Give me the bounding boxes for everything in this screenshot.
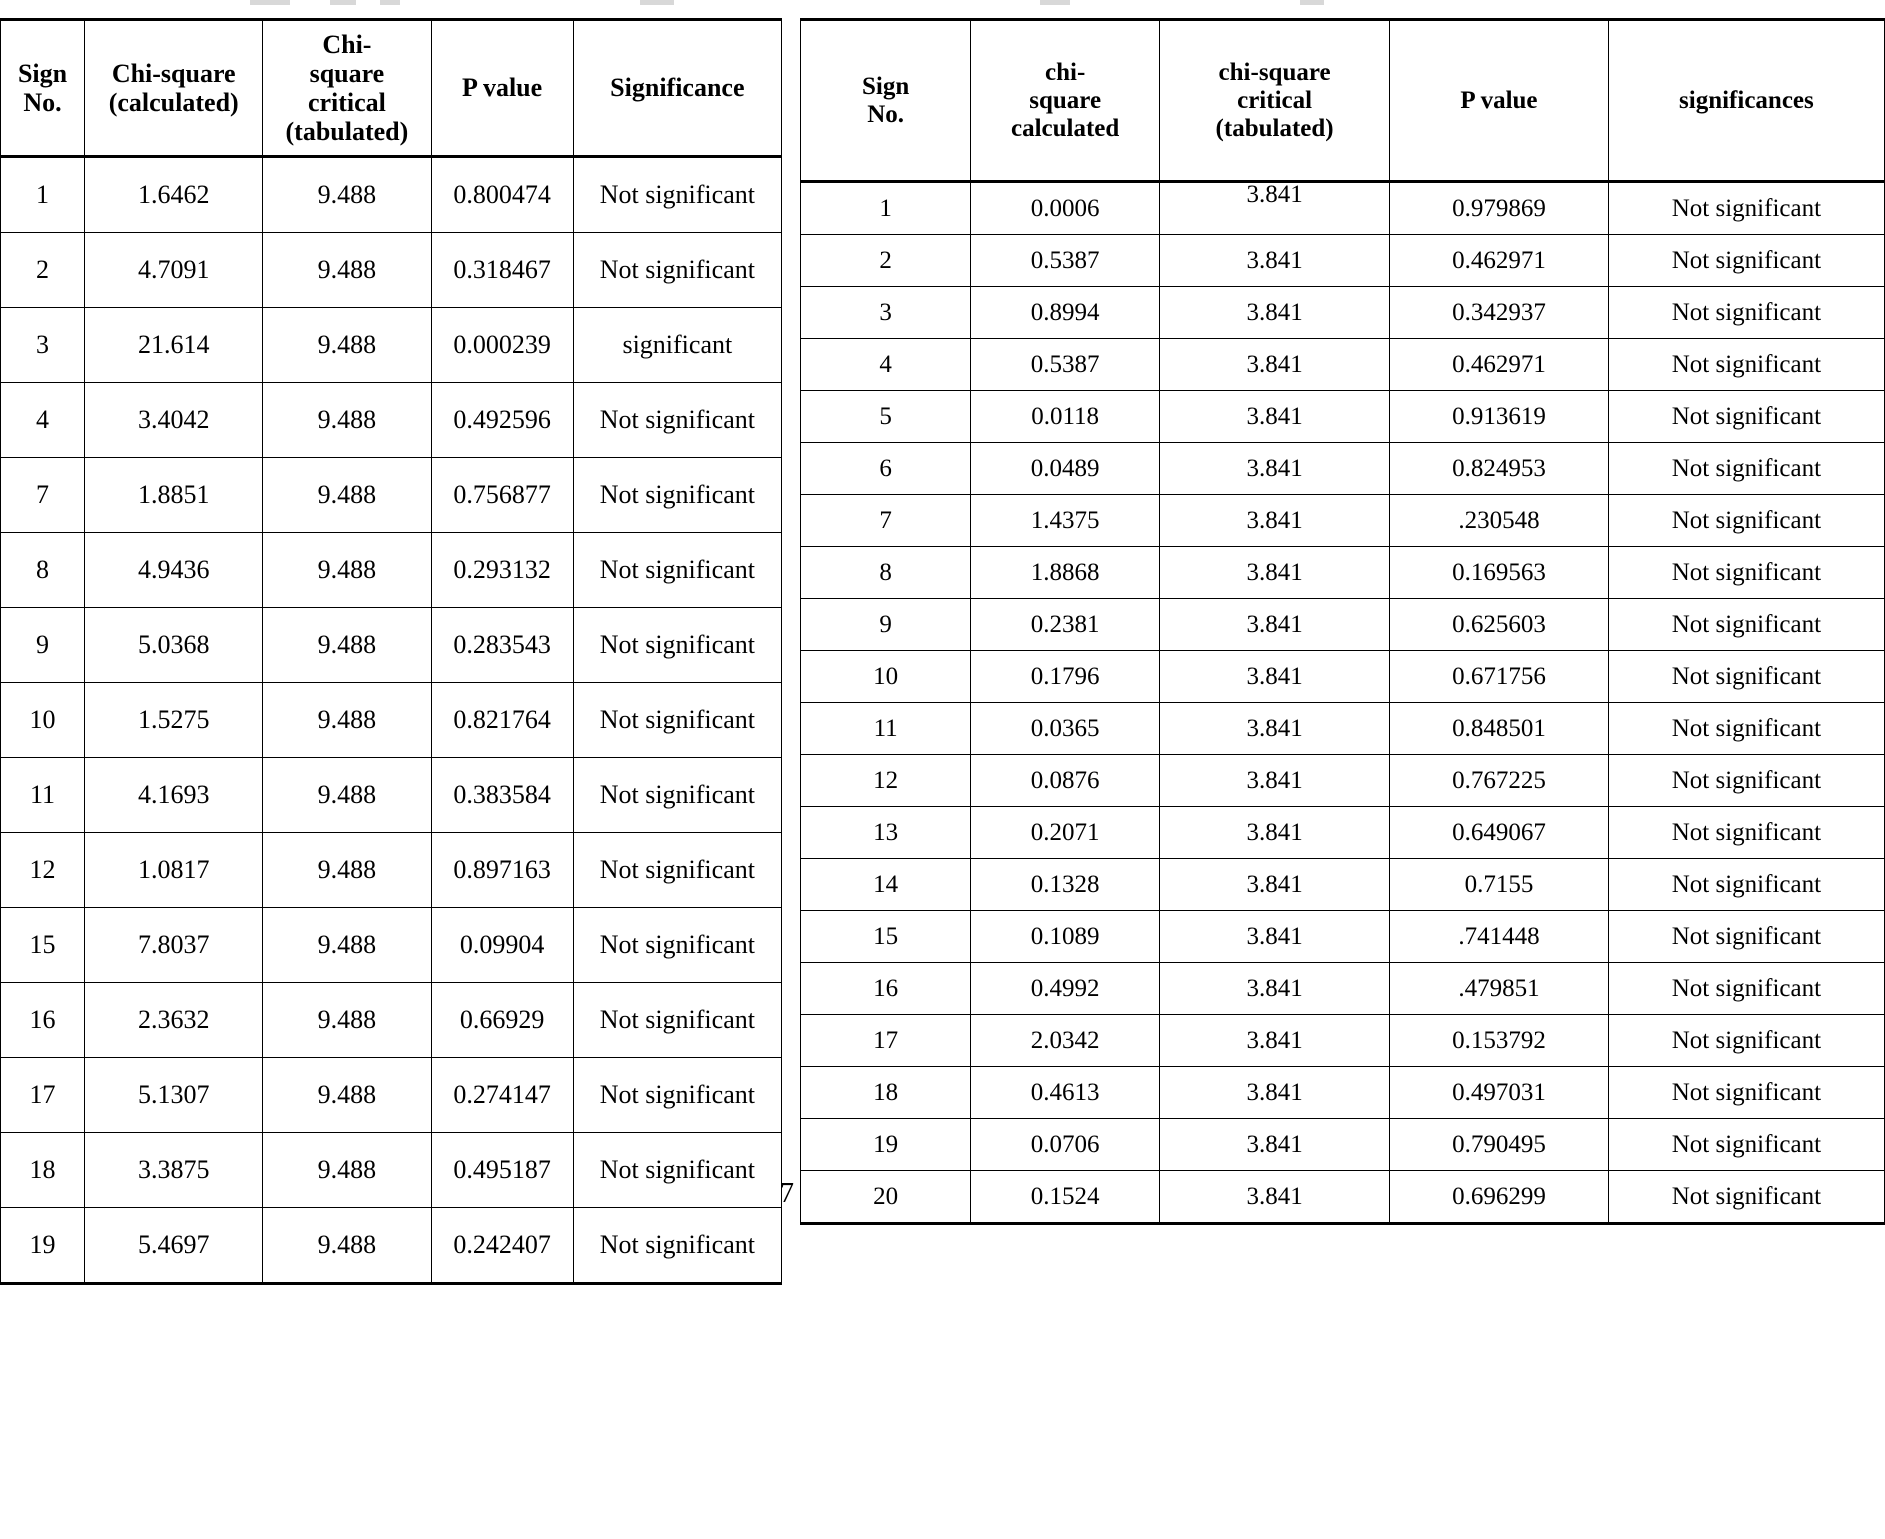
cell-chi-square-calculated: 0.2071 [971, 807, 1160, 859]
table-row [801, 339, 1885, 391]
cell-chi-square-critical: 9.488 [263, 1208, 431, 1284]
cell-p-value: 0.696299 [1390, 1171, 1609, 1224]
cell-chi-square-critical: 9.488 [263, 458, 431, 533]
cell-chi-square-critical: 3.841 [1160, 1015, 1390, 1067]
cell-p-value: 0.09904 [431, 908, 573, 983]
cell-p-value: 0.790495 [1390, 1119, 1609, 1171]
cell-chi-square-critical: 3.841 [1160, 807, 1390, 859]
table-row [1, 458, 782, 533]
cell-sign-no: 13 [801, 807, 971, 859]
cell-chi-square-calculated: 4.1693 [85, 758, 263, 833]
cell-sign-no: 3 [1, 308, 85, 383]
table-row [1, 1208, 782, 1284]
left-table-body [1, 157, 782, 1284]
table-row [801, 495, 1885, 547]
cell-p-value: 0.492596 [431, 383, 573, 458]
table-row [1, 983, 782, 1058]
column-header-sign-no [801, 20, 971, 182]
cell-p-value: 0.671756 [1390, 651, 1609, 703]
cell-chi-square-critical: 9.488 [263, 533, 431, 608]
cell-chi-square-calculated: 5.4697 [85, 1208, 263, 1284]
cell-chi-square-calculated: 0.1796 [971, 651, 1160, 703]
cell-p-value: 0.242407 [431, 1208, 573, 1284]
cell-p-value: 0.913619 [1390, 391, 1609, 443]
right-table-body [801, 182, 1885, 1224]
cell-significance: Not significant [573, 1058, 781, 1133]
cell-p-value: 0.824953 [1390, 443, 1609, 495]
table-row [801, 755, 1885, 807]
cell-chi-square-critical: 3.841 [1160, 1067, 1390, 1119]
header-line: (tabulated) [1215, 114, 1334, 142]
cell-chi-square-calculated: 1.5275 [85, 683, 263, 758]
cell-p-value: 0.66929 [431, 983, 573, 1058]
cell-p-value: 0.897163 [431, 833, 573, 908]
cell-p-value: 0.153792 [1390, 1015, 1609, 1067]
cell-sign-no: 17 [1, 1058, 85, 1133]
table-row [1, 608, 782, 683]
cell-chi-square-calculated: 5.0368 [85, 608, 263, 683]
cell-chi-square-calculated: 0.4613 [971, 1067, 1160, 1119]
header-line: (tabulated) [285, 117, 409, 147]
column-header-chi-square-calculated [971, 20, 1160, 182]
cell-chi-square-calculated: 0.5387 [971, 235, 1160, 287]
cell-sign-no: 9 [1, 608, 85, 683]
cell-chi-square-calculated: 0.0006 [971, 182, 1160, 235]
header-line: Chi-square [111, 58, 236, 88]
cell-chi-square-critical: 3.841 [1160, 235, 1390, 287]
column-header-significance [573, 20, 781, 157]
cell-chi-square-critical [1160, 182, 1390, 235]
cell-significance: Not significant [1608, 755, 1884, 807]
cell-significance: Not significant [1608, 911, 1884, 963]
cell-sign-no: 18 [801, 1067, 971, 1119]
cell-sign-no: 1 [801, 182, 971, 235]
cell-p-value: 0.495187 [431, 1133, 573, 1208]
header-line: Sign [862, 72, 910, 100]
cell-p-value: 0.169563 [1390, 547, 1609, 599]
cell-p-value: 0.800474 [431, 157, 573, 233]
cell-p-value: 0.979869 [1390, 182, 1609, 235]
cell-chi-square-calculated: 4.7091 [85, 233, 263, 308]
header-line: chi-square [1218, 58, 1331, 86]
cell-significance: Not significant [573, 533, 781, 608]
cell-chi-square-critical: 9.488 [263, 1133, 431, 1208]
cell-chi-square-critical: 3.841 [1160, 703, 1390, 755]
header-line: chi- [1045, 58, 1086, 86]
cell-significance: Not significant [573, 608, 781, 683]
cell-chi-square-critical: 3.841 [1160, 339, 1390, 391]
table-row [801, 1171, 1885, 1224]
cell-significance: Not significant [1608, 1119, 1884, 1171]
table-row [1, 758, 782, 833]
header-line: P value [1460, 86, 1538, 114]
cell-chi-square-calculated: 0.1328 [971, 859, 1160, 911]
cell-p-value: 0.462971 [1390, 235, 1609, 287]
cell-chi-square-critical: 9.488 [263, 758, 431, 833]
cell-significance: Not significant [573, 157, 781, 233]
cell-p-value: 0.821764 [431, 683, 573, 758]
cell-sign-no: 11 [1, 758, 85, 833]
table-row [1, 908, 782, 983]
cell-chi-square-calculated: 7.8037 [85, 908, 263, 983]
table-row [801, 443, 1885, 495]
column-header-p-value [431, 20, 573, 157]
table-row [1, 308, 782, 383]
header-line: Significance [610, 73, 745, 103]
cell-sign-no: 12 [1, 833, 85, 908]
cell-significance: Not significant [573, 383, 781, 458]
cell-significance: Not significant [1608, 443, 1884, 495]
table-row [801, 599, 1885, 651]
header-line: No. [23, 88, 62, 117]
header-line: calculated [1010, 114, 1120, 142]
header-line: Sign [17, 58, 68, 88]
cell-significance: Not significant [1608, 235, 1884, 287]
cell-sign-no: 16 [1, 983, 85, 1058]
chi-square-table-df1 [800, 18, 1885, 1225]
cell-chi-square-critical: 3.841 [1160, 443, 1390, 495]
column-header-p-value [1390, 20, 1609, 182]
cell-p-value: 0.649067 [1390, 807, 1609, 859]
cell-chi-square-critical: 9.488 [263, 1058, 431, 1133]
cell-sign-no: 6 [801, 443, 971, 495]
cell-chi-square-calculated: 2.0342 [971, 1015, 1160, 1067]
table-row [801, 703, 1885, 755]
cell-significance: Not significant [573, 1208, 781, 1284]
cell-chi-square-calculated: 0.1524 [971, 1171, 1160, 1224]
table-row [1, 683, 782, 758]
cell-sign-no: 16 [801, 963, 971, 1015]
cell-significance: Not significant [1608, 495, 1884, 547]
header-line: P value [462, 73, 543, 103]
cell-p-value: 0.462971 [1390, 339, 1609, 391]
column-header-significances [1608, 20, 1884, 182]
cell-significance: significant [573, 308, 781, 383]
cell-sign-no: 20 [801, 1171, 971, 1224]
header-line: significances [1679, 86, 1814, 114]
cell-chi-square-critical: 9.488 [263, 233, 431, 308]
cell-chi-square-critical: 3.841 [1160, 391, 1390, 443]
table-row [801, 651, 1885, 703]
cell-significance: Not significant [1608, 599, 1884, 651]
table-row [801, 391, 1885, 443]
cell-significance: Not significant [1608, 287, 1884, 339]
cell-p-value: 0.000239 [431, 308, 573, 383]
page-number: 7 [780, 1178, 794, 1209]
cell-sign-no: 1 [1, 157, 85, 233]
header-line: (calculated) [108, 88, 239, 117]
cell-sign-no: 2 [1, 233, 85, 308]
cell-chi-square-calculated: 0.0706 [971, 1119, 1160, 1171]
cell-sign-no: 4 [1, 383, 85, 458]
cell-significance: Not significant [1608, 339, 1884, 391]
table-row [801, 963, 1885, 1015]
cell-sign-no: 10 [801, 651, 971, 703]
table-row [1, 1058, 782, 1133]
cell-p-value: 0.383584 [431, 758, 573, 833]
table-row [801, 911, 1885, 963]
table-row [1, 533, 782, 608]
header-line: square [309, 58, 385, 88]
header-line: Chi- [322, 29, 372, 59]
cell-chi-square-critical: 3.841 [1160, 755, 1390, 807]
table-row [1, 157, 782, 233]
chi-square-table-df4 [0, 18, 782, 1285]
cell-significance: Not significant [1608, 391, 1884, 443]
cell-sign-no: 15 [1, 908, 85, 983]
cell-chi-square-calculated: 3.4042 [85, 383, 263, 458]
cell-chi-square-calculated: 1.8868 [971, 547, 1160, 599]
cell-significance: Not significant [1608, 182, 1884, 235]
cell-chi-square-critical: 3.841 [1160, 911, 1390, 963]
table-row [801, 287, 1885, 339]
header-line: critical [307, 88, 386, 117]
cell-sign-no: 14 [801, 859, 971, 911]
table-row [801, 1015, 1885, 1067]
cell-sign-no: 7 [1, 458, 85, 533]
cell-chi-square-critical: 3.841 [1160, 599, 1390, 651]
cell-sign-no: 7 [801, 495, 971, 547]
cell-chi-square-calculated: 3.3875 [85, 1133, 263, 1208]
cell-significance: Not significant [1608, 547, 1884, 599]
table-header-row [801, 20, 1885, 182]
cell-significance: Not significant [1608, 807, 1884, 859]
cell-significance: Not significant [1608, 1015, 1884, 1067]
cell-sign-no: 11 [801, 703, 971, 755]
cell-sign-no: 19 [1, 1208, 85, 1284]
cell-sign-no: 4 [801, 339, 971, 391]
table-row [1, 833, 782, 908]
cell-sign-no: 17 [801, 1015, 971, 1067]
table-row [1, 233, 782, 308]
cell-chi-square-calculated: 5.1307 [85, 1058, 263, 1133]
cell-chi-square-calculated: 0.2381 [971, 599, 1160, 651]
cell-significance: Not significant [1608, 963, 1884, 1015]
cell-chi-square-critical: 3.841 [1160, 963, 1390, 1015]
cell-p-value: .741448 [1390, 911, 1609, 963]
cell-chi-square-calculated: 21.614 [85, 308, 263, 383]
cell-p-value: 0.756877 [431, 458, 573, 533]
table-row [1, 383, 782, 458]
cell-chi-square-critical: 3.841 [1160, 651, 1390, 703]
cell-chi-square-critical: 9.488 [263, 908, 431, 983]
cell-chi-square-critical: 9.488 [263, 608, 431, 683]
cell-significance: Not significant [573, 458, 781, 533]
cell-p-value: 0.283543 [431, 608, 573, 683]
cell-significance: Not significant [1608, 859, 1884, 911]
cell-p-value: 0.274147 [431, 1058, 573, 1133]
cell-sign-no: 12 [801, 755, 971, 807]
cell-chi-square-critical: 9.488 [263, 383, 431, 458]
column-header-chi-square-critical [1160, 20, 1390, 182]
cell-chi-square-critical: 9.488 [263, 157, 431, 233]
cell-chi-square-calculated: 2.3632 [85, 983, 263, 1058]
cell-p-value: 0.342937 [1390, 287, 1609, 339]
cell-sign-no: 8 [1, 533, 85, 608]
cell-chi-square-calculated: 0.0489 [971, 443, 1160, 495]
table-row [801, 235, 1885, 287]
cell-chi-square-calculated: 0.1089 [971, 911, 1160, 963]
cell-chi-square-calculated: 1.8851 [85, 458, 263, 533]
table-row [801, 859, 1885, 911]
cell-chi-square-calculated: 0.0118 [971, 391, 1160, 443]
cell-significance: Not significant [1608, 703, 1884, 755]
cell-chi-square-critical: 3.841 [1160, 495, 1390, 547]
cell-chi-square-critical: 9.488 [263, 308, 431, 383]
cell-sign-no: 8 [801, 547, 971, 599]
cell-chi-square-critical: 3.841 [1160, 1171, 1390, 1224]
table-row [801, 547, 1885, 599]
scan-artifacts [0, 0, 1885, 6]
cell-significance: Not significant [573, 758, 781, 833]
table-row [801, 807, 1885, 859]
cell-chi-square-calculated: 4.9436 [85, 533, 263, 608]
table-row [801, 1119, 1885, 1171]
cell-sign-no: 15 [801, 911, 971, 963]
cell-sign-no: 10 [1, 683, 85, 758]
cell-significance: Not significant [1608, 1171, 1884, 1224]
cell-p-value: 0.318467 [431, 233, 573, 308]
cell-p-value: 0.767225 [1390, 755, 1609, 807]
header-line: square [1029, 86, 1102, 114]
cell-sign-no: 5 [801, 391, 971, 443]
cell-p-value: 0.293132 [431, 533, 573, 608]
cell-p-value: 0.497031 [1390, 1067, 1609, 1119]
cell-significance: Not significant [573, 833, 781, 908]
column-header-sign-no [1, 20, 85, 157]
cell-chi-square-calculated: 0.8994 [971, 287, 1160, 339]
column-header-chi-square-calculated [85, 20, 263, 157]
cell-p-value: .230548 [1390, 495, 1609, 547]
cell-significance: Not significant [573, 983, 781, 1058]
header-line: critical [1237, 86, 1313, 114]
cell-chi-square-critical: 3.841 [1160, 547, 1390, 599]
left-table-container [0, 18, 782, 1285]
cell-chi-square-calculated: 0.0365 [971, 703, 1160, 755]
cell-chi-square-critical: 9.488 [263, 833, 431, 908]
cell-chi-square-critical: 3.841 [1160, 287, 1390, 339]
cell-significance: Not significant [1608, 651, 1884, 703]
header-line: No. [867, 100, 905, 128]
table-row [1, 1133, 782, 1208]
cell-p-value: 0.625603 [1390, 599, 1609, 651]
cell-significance: Not significant [573, 1133, 781, 1208]
right-table-container [800, 18, 1885, 1225]
cell-p-value: 0.7155 [1390, 859, 1609, 911]
column-header-chi-square-critical [263, 20, 431, 157]
cell-sign-no: 3 [801, 287, 971, 339]
table-row [801, 1067, 1885, 1119]
cell-value: 3.841 [1246, 180, 1303, 208]
cell-chi-square-calculated: 0.0876 [971, 755, 1160, 807]
cell-sign-no: 9 [801, 599, 971, 651]
cell-chi-square-calculated: 1.6462 [85, 157, 263, 233]
table-row [801, 182, 1885, 235]
cell-chi-square-critical: 9.488 [263, 983, 431, 1058]
table-header-row [1, 20, 782, 157]
cell-significance: Not significant [1608, 1067, 1884, 1119]
cell-chi-square-critical: 3.841 [1160, 859, 1390, 911]
cell-chi-square-calculated: 1.4375 [971, 495, 1160, 547]
cell-p-value: .479851 [1390, 963, 1609, 1015]
cell-chi-square-calculated: 0.4992 [971, 963, 1160, 1015]
cell-significance: Not significant [573, 908, 781, 983]
cell-sign-no: 2 [801, 235, 971, 287]
cell-significance: Not significant [573, 233, 781, 308]
cell-p-value: 0.848501 [1390, 703, 1609, 755]
cell-chi-square-calculated: 1.0817 [85, 833, 263, 908]
cell-sign-no: 19 [801, 1119, 971, 1171]
cell-chi-square-calculated: 0.5387 [971, 339, 1160, 391]
cell-significance: Not significant [573, 683, 781, 758]
cell-chi-square-critical: 3.841 [1160, 1119, 1390, 1171]
cell-sign-no: 18 [1, 1133, 85, 1208]
cell-chi-square-critical: 9.488 [263, 683, 431, 758]
